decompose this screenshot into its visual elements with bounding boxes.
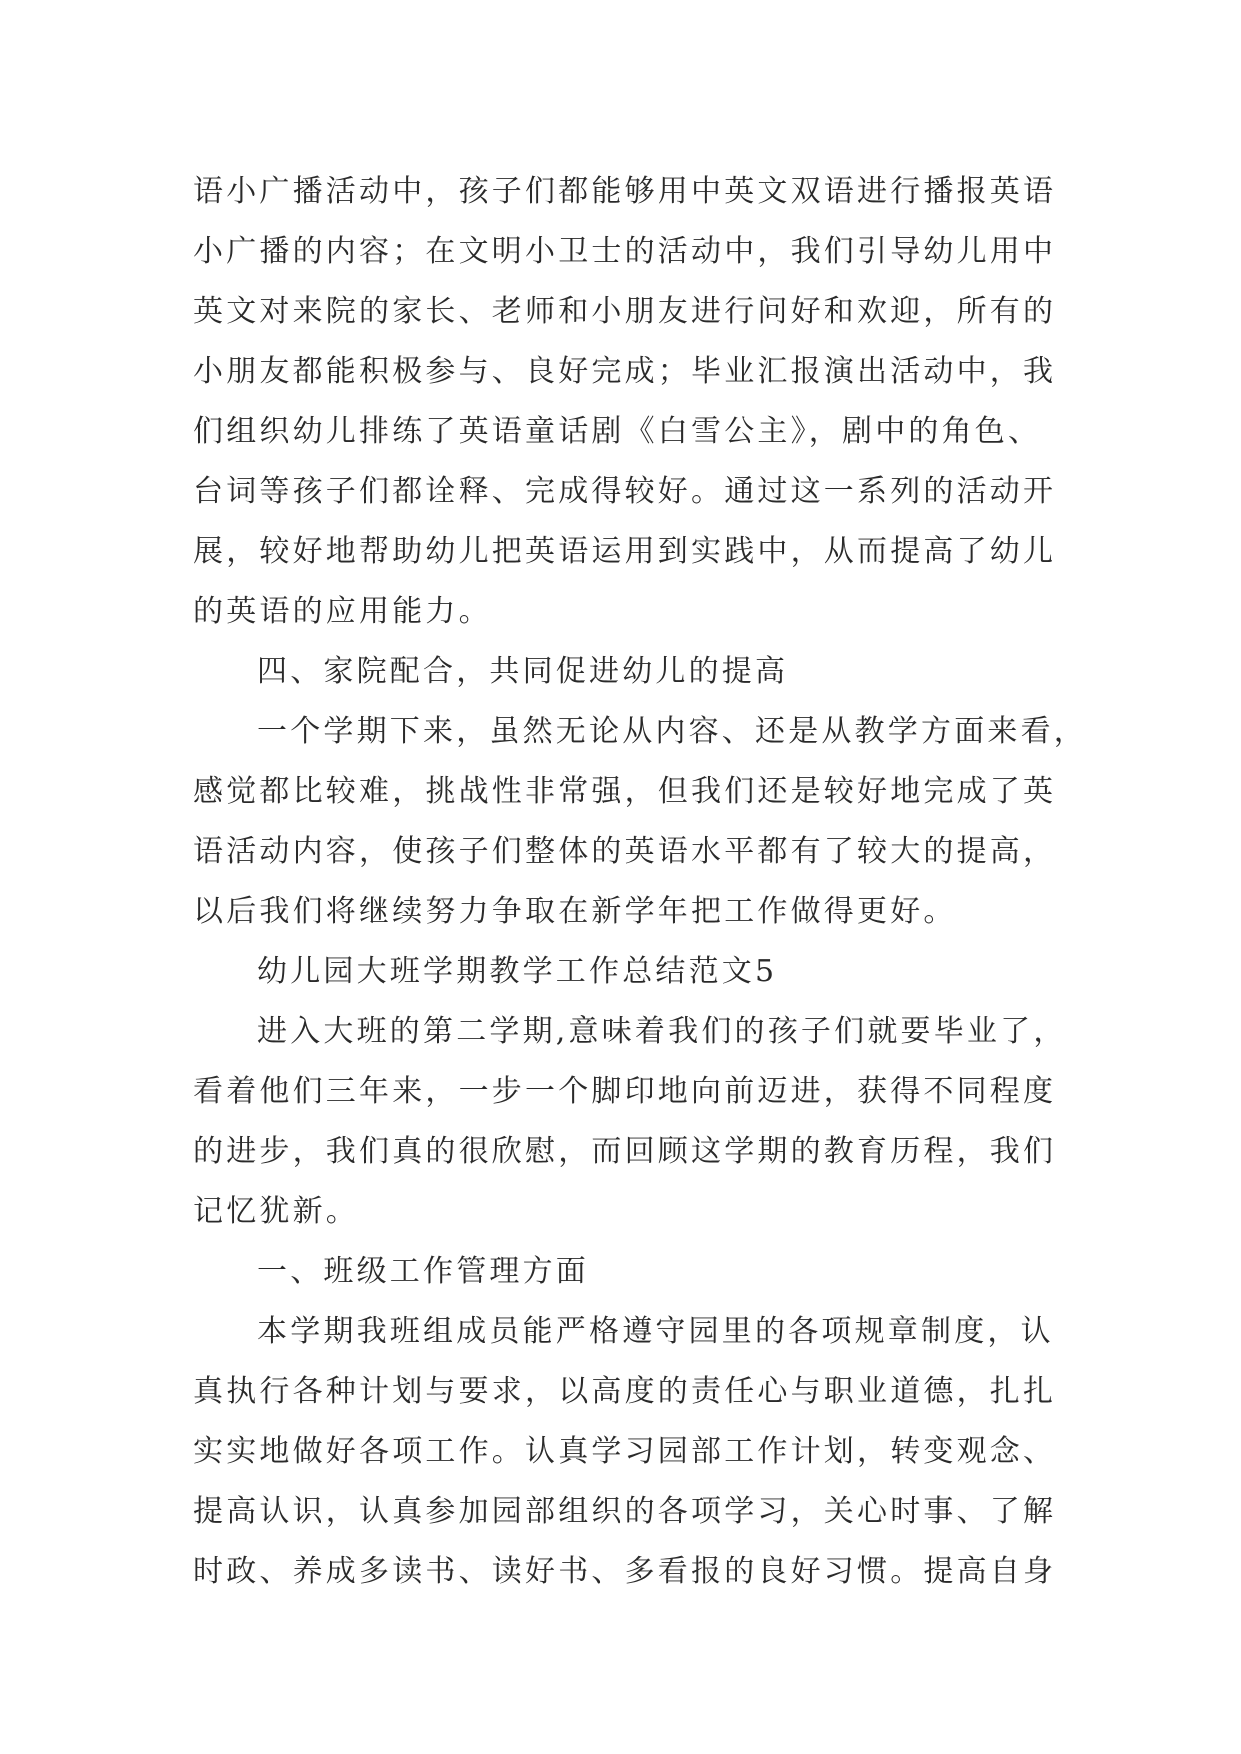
document-body [193,162,1087,1602]
section-heading: 四、家院配合，共同促进幼儿的提高 [257,654,789,689]
text-line: 的英语的应用能力。 [193,594,492,629]
text-line: 语小广播活动中，孩子们都能够用中英文双语进行播报英语 [193,174,1057,209]
text-line: 真执行各种计划与要求，以高度的责任心与职业道德，扎扎 [193,1374,1057,1409]
text-line: 一个学期下来，虽然无论从内容、还是从教学方面来看， [257,714,1087,749]
text-line: 英文对来院的家长、老师和小朋友进行问好和欢迎，所有的 [193,294,1057,329]
text-line: 语活动内容，使孩子们整体的英语水平都有了较大的提高， [193,834,1057,869]
article-title: 幼儿园大班学期教学工作总结范文5 [257,954,778,989]
text-line: 的进步，我们真的很欣慰，而回顾这学期的教育历程，我们 [193,1134,1057,1169]
text-line: 看着他们三年来，一步一个脚印地向前迈进，获得不同程度 [193,1074,1057,1109]
text-line: 进入大班的第二学期,意味着我们的孩子们就要毕业了， [257,1014,1067,1049]
text-line: 小广播的内容；在文明小卫士的活动中，我们引导幼儿用中 [193,234,1057,269]
text-line: 时政、养成多读书、读好书、多看报的良好习惯。提高自身 [193,1554,1057,1589]
text-line: 提高认识，认真参加园部组织的各项学习，关心时事、了解 [193,1494,1057,1529]
text-line: 以后我们将继续努力争取在新学年把工作做得更好。 [193,894,957,929]
text-line: 记忆犹新。 [193,1194,359,1229]
text-line: 小朋友都能积极参与、良好完成；毕业汇报演出活动中，我 [193,354,1057,389]
section-heading: 一、班级工作管理方面 [257,1254,589,1289]
text-line: 本学期我班组成员能严格遵守园里的各项规章制度，认 [257,1314,1054,1349]
text-line: 台词等孩子们都诠释、完成得较好。通过这一系列的活动开 [193,474,1057,509]
text-line: 展，较好地帮助幼儿把英语运用到实践中，从而提高了幼儿 [193,534,1057,569]
text-line: 们组织幼儿排练了英语童话剧《白雪公主》，剧中的角色、 [193,414,1042,449]
text-line: 实实地做好各项工作。认真学习园部工作计划，转变观念、 [193,1434,1057,1469]
text-line: 感觉都比较难，挑战性非常强，但我们还是较好地完成了英 [193,774,1057,809]
